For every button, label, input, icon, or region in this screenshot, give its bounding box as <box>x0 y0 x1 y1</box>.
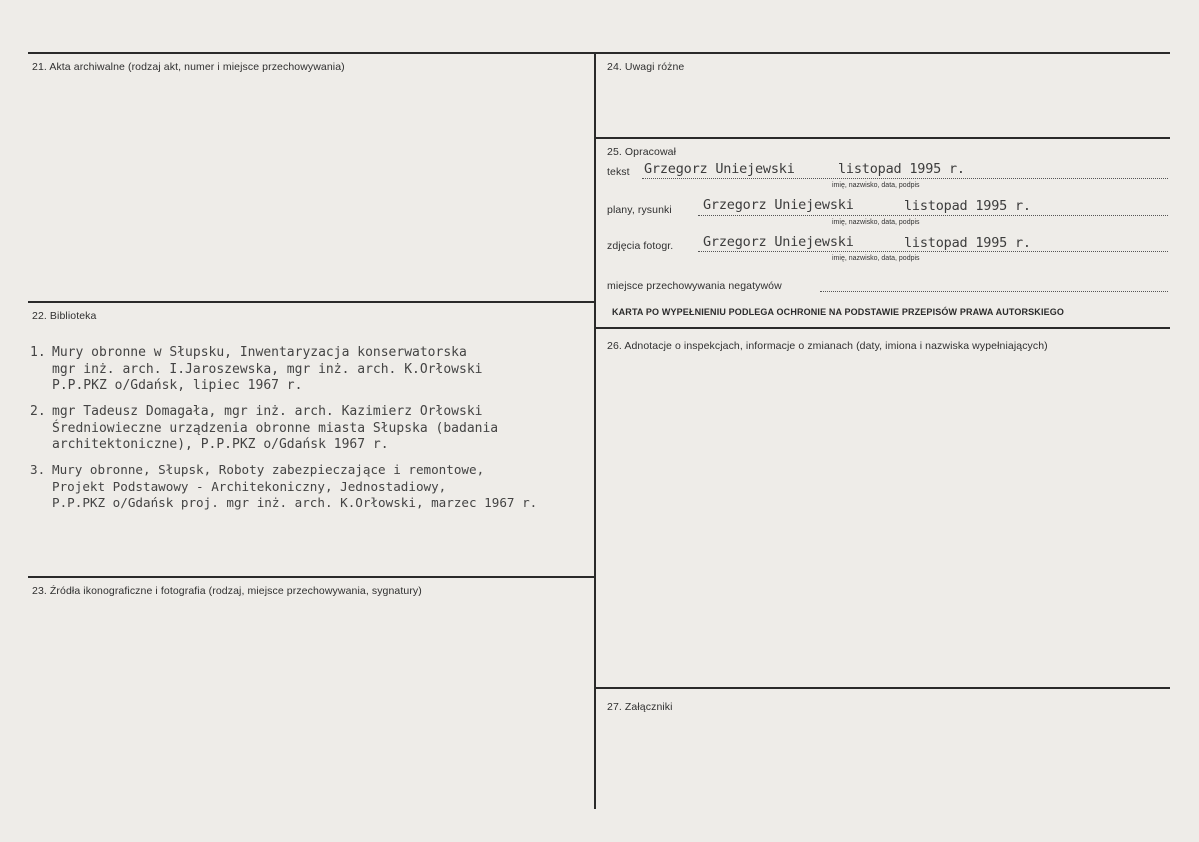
field-tekst-name: Grzegorz Uniejewski <box>644 161 795 177</box>
field-tekst-hint: imię, nazwisko, data, podpis <box>832 182 920 189</box>
entry-number: 2. <box>30 404 46 419</box>
entry-line: Projekt Podstawowy - Architekoniczny, Jednostadiowy, <box>52 478 447 494</box>
top-rule <box>28 52 1170 54</box>
bibliography-entry-2 <box>30 404 600 454</box>
entry-line: Średniowieczne urządzenia obronne miasta Słupska (badania <box>52 420 499 436</box>
copyright-note: KARTA PO WYPEŁNIENIU PODLEGA OCHRONIE NA PODSTAWIE PRZEPISÓW PRAWA AUTORSKIEGO <box>612 307 1065 317</box>
rule-22-23 <box>28 576 595 578</box>
field-zdjecia-name: Grzegorz Uniejewski <box>703 234 854 250</box>
field-plany-line <box>698 215 1168 216</box>
section-27-label: 27. Załączniki <box>607 701 673 713</box>
entry-line: Mury obronne, Słupsk, Roboty zabezpieczające i remontowe, <box>52 462 485 477</box>
field-zdjecia-label: zdjęcia fotogr. <box>607 240 674 252</box>
field-zdjecia-line <box>698 251 1168 252</box>
rule-24-25 <box>595 137 1170 139</box>
field-tekst-date: listopad 1995 r. <box>838 161 965 177</box>
rule-21-22 <box>28 301 595 303</box>
entry-number: 1. <box>30 345 46 360</box>
field-plany-label: plany, rysunki <box>607 204 672 216</box>
entry-line: architektoniczne), P.P.PKZ o/Gdańsk 1967 r. <box>52 437 389 452</box>
rule-25-26 <box>595 327 1170 329</box>
section-24-label: 24. Uwagi różne <box>607 61 685 73</box>
rule-26-27 <box>595 687 1170 689</box>
entry-line: P.P.PKZ o/Gdańsk proj. mgr inż. arch. K.Orłowski, marzec 1967 r. <box>52 495 538 510</box>
entry-line: Mury obronne w Słupsku, Inwentaryzacja konserwatorska <box>52 345 467 360</box>
entry-line: mgr inż. arch. I.Jaroszewska, mgr inż. arch. K.Orłowski <box>52 361 483 377</box>
field-zdjecia-date: listopad 1995 r. <box>904 235 1031 251</box>
bibliography-entry-3 <box>30 462 600 512</box>
entry-line: P.P.PKZ o/Gdańsk, lipiec 1967 r. <box>52 378 303 393</box>
section-22-label: 22. Biblioteka <box>32 310 97 322</box>
negatives-line <box>820 291 1168 292</box>
section-21-label: 21. Akta archiwalne (rodzaj akt, numer i miejsce przechowywania) <box>32 61 345 73</box>
bibliography-entry-1 <box>30 345 600 395</box>
field-zdjecia-hint: imię, nazwisko, data, podpis <box>832 255 920 262</box>
field-tekst-label: tekst <box>607 166 630 178</box>
section-26-label: 26. Adnotacje o inspekcjach, informacje o zmianach (daty, imiona i nazwiska wypełniających) <box>607 340 1048 352</box>
section-25-label: 25. Opracował <box>607 146 677 158</box>
entry-number: 3. <box>30 462 46 477</box>
entry-line: mgr Tadeusz Domagała, mgr inż. arch. Kazimierz Orłowski <box>52 404 483 419</box>
negatives-label: miejsce przechowywania negatywów <box>607 280 782 292</box>
field-plany-hint: imię, nazwisko, data, podpis <box>832 219 920 226</box>
field-tekst-line <box>642 178 1168 179</box>
field-plany-name: Grzegorz Uniejewski <box>703 197 854 213</box>
section-23-label: 23. Źródła ikonograficzne i fotografia (rodzaj, miejsce przechowywania, sygnatury) <box>32 585 422 597</box>
field-plany-date: listopad 1995 r. <box>904 198 1031 214</box>
